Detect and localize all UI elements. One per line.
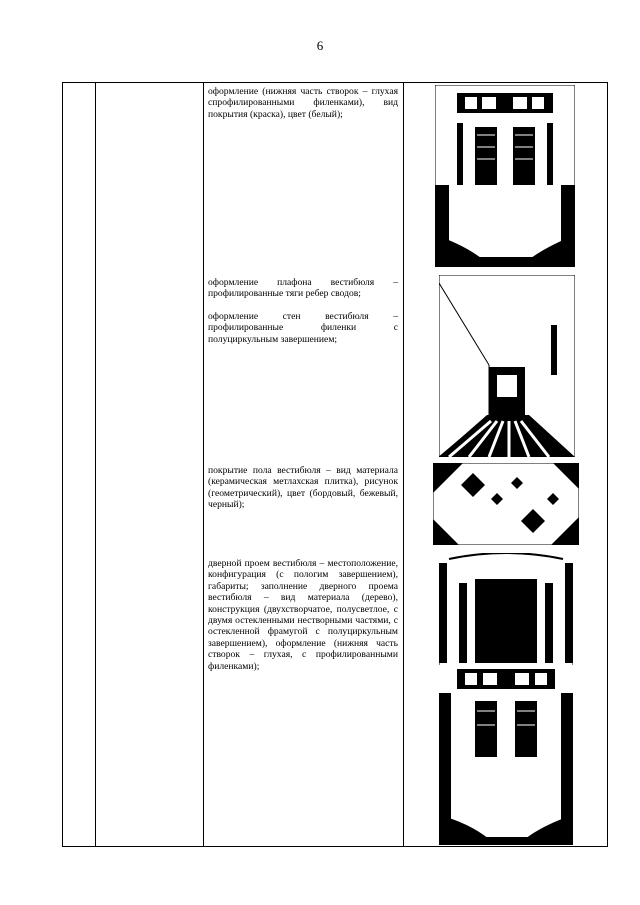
vestibule-door-photo bbox=[435, 85, 575, 267]
page-number: 6 bbox=[316, 38, 324, 53]
monument-table bbox=[62, 82, 608, 847]
vestibule-floor-photo bbox=[433, 463, 579, 545]
row-3-description bbox=[208, 465, 398, 511]
row-2-text-2: оформление стен вестибюля – профилированные филенки с полуциркульным завершением; bbox=[208, 310, 398, 345]
row-1-text: оформление (нижняя часть створок – глухая спрофилированными филенками), вид покрытия (краска), цвет (белый); bbox=[208, 86, 398, 120]
column-divider bbox=[95, 83, 96, 846]
row-2-description bbox=[208, 277, 398, 345]
column-divider bbox=[403, 83, 404, 846]
row-2-text: оформление плафона вестибюля – профилированные тяги ребер сводов; bbox=[208, 277, 398, 300]
column-divider bbox=[203, 83, 204, 846]
row-1-description bbox=[208, 86, 398, 120]
vestibule-doorway-photos bbox=[439, 553, 573, 845]
row-3-text: покрытие пола вестибюля – вид материала (керамическая метлахская плитка), рисунок (геометрический), цвет (бордовый, бежевый, черный); bbox=[208, 465, 398, 511]
row-4-text: дверной проем вестибюля – местоположение, конфигурация (с пологим завершением), габариты; заполнение дверного проема вестибюля – вид материала (дерево), конструкция (двухстворчатое, полусветлое, с двумя остекленными нестворными частями, с остекленной фрамугой с полуциркульным завершением), оформление (нижняя часть створок – глухая, с профилированными филенками); bbox=[208, 558, 398, 672]
vestibule-corridor-photo bbox=[439, 275, 575, 457]
row-4-description bbox=[208, 558, 398, 672]
